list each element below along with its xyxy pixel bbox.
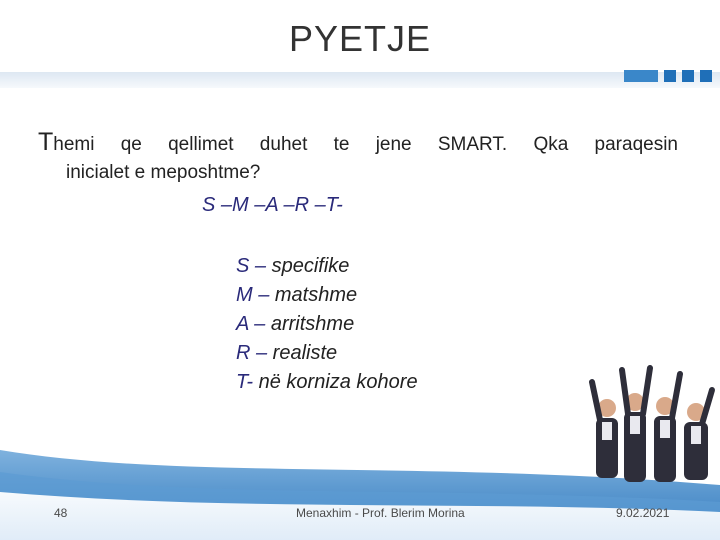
footer-author: Menaxhim - Prof. Blerim Morina [296, 506, 465, 520]
question-line-1 [38, 128, 678, 159]
decor-square [664, 70, 676, 82]
list-item-text: specifike [266, 255, 350, 277]
decor-square [682, 70, 694, 82]
list-item [236, 252, 418, 281]
question-text [38, 128, 678, 187]
smart-acronym: S –M –A –R –T- [202, 194, 343, 216]
smart-list [236, 252, 418, 397]
celebrating-people-illustration [588, 360, 720, 500]
decor-square-wide [624, 70, 658, 82]
list-item-text: arritshme [265, 313, 355, 335]
list-item [236, 310, 418, 339]
list-item-letter: T- [236, 371, 254, 393]
decorative-squares [624, 70, 712, 82]
list-item-letter: M – [236, 284, 270, 306]
list-item-text: matshme [269, 284, 358, 306]
page-number: 48 [54, 506, 68, 520]
title-divider [0, 72, 720, 88]
list-item [236, 368, 418, 397]
question-line-1-rest: hemi qe qellimet duhet te jene SMART. Qka paraqesin [53, 134, 678, 155]
list-item-letter: S – [236, 255, 267, 277]
question-initial: T [38, 128, 54, 156]
list-item-letter: R – [236, 342, 268, 364]
list-item [236, 281, 418, 310]
list-item-letter: A – [236, 313, 266, 335]
list-item-text: realiste [267, 342, 338, 364]
list-item [236, 339, 418, 368]
question-line-2: inicialet e meposhtme? [66, 162, 261, 183]
slide-title: PYETJE [288, 18, 432, 59]
decor-square [700, 70, 712, 82]
list-item-text: në korniza kohore [253, 371, 418, 393]
footer-date: 9.02.2021 [616, 506, 670, 520]
